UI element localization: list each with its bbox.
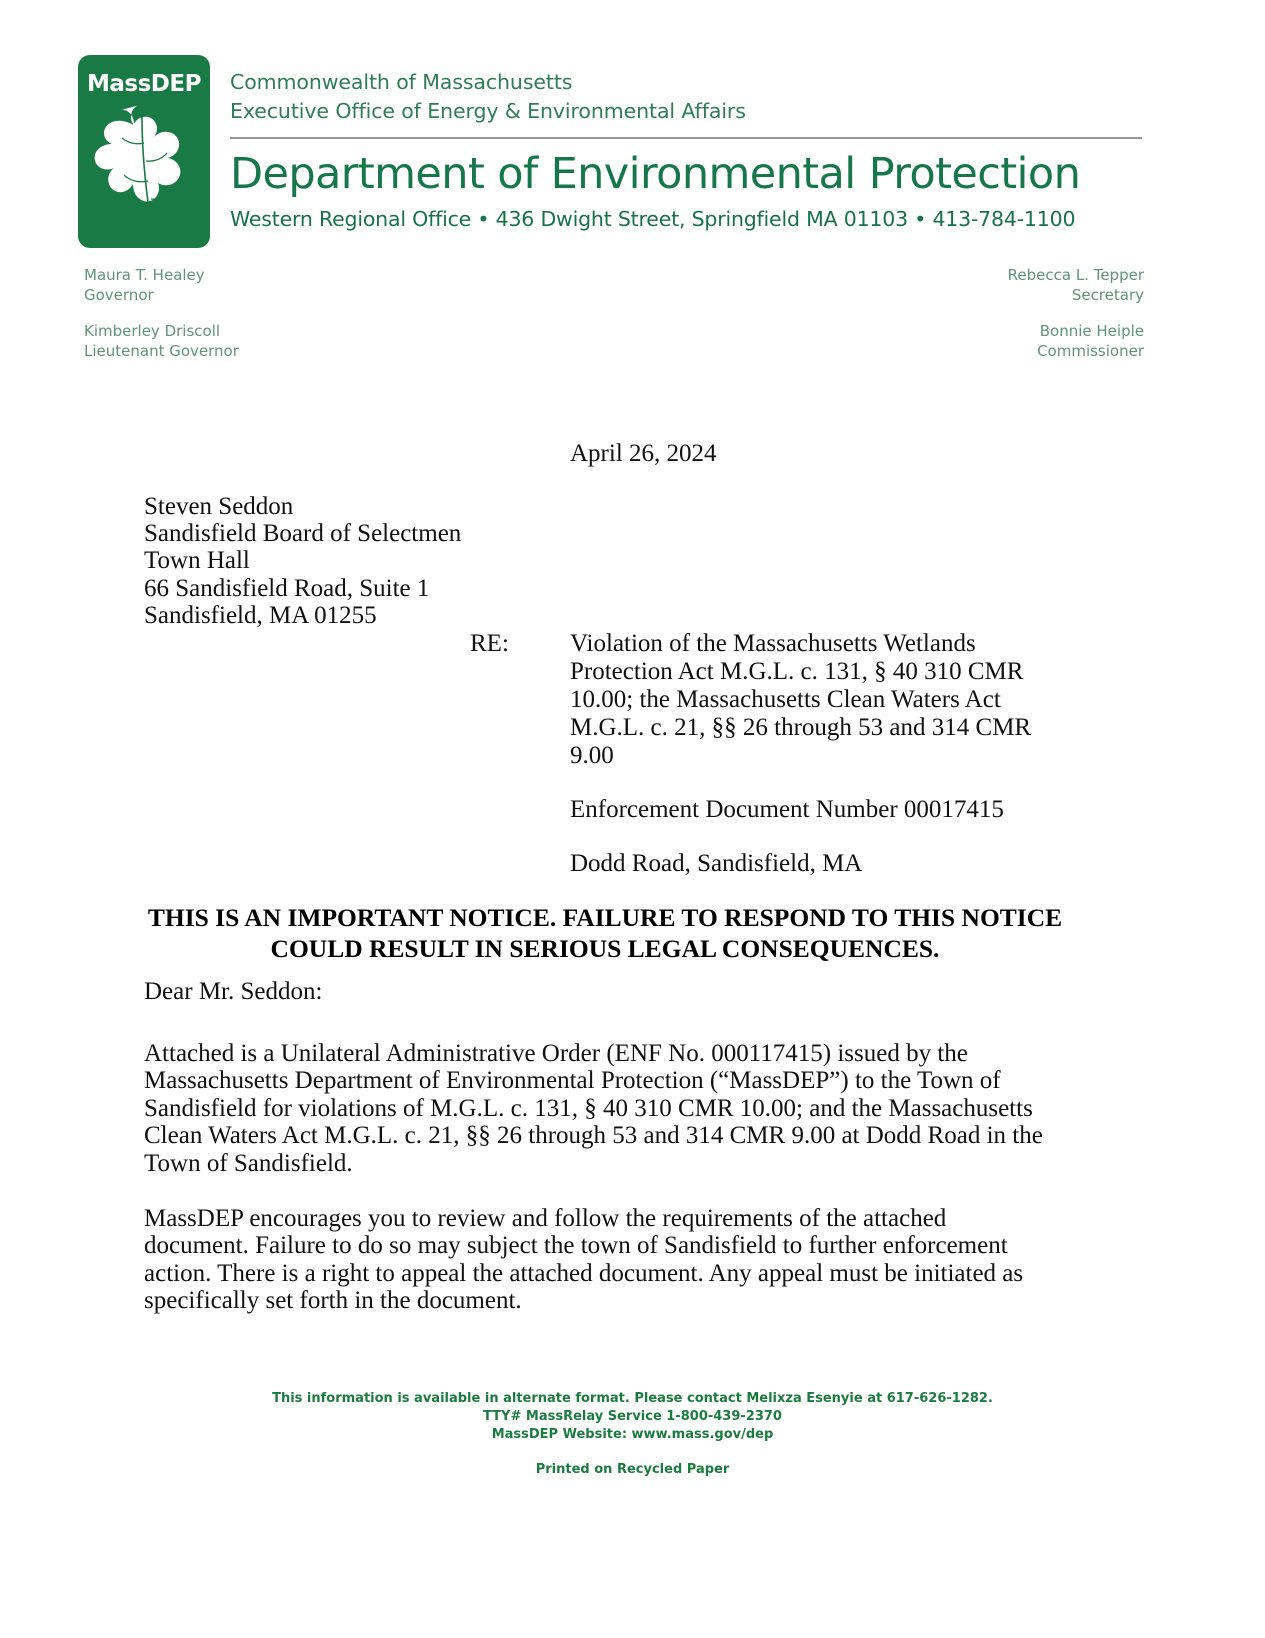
official-entry xyxy=(1008,266,1144,305)
official-title: Governor xyxy=(84,285,154,304)
regional-office-line: Western Regional Office • 436 Dwight Street, Springfield MA 01103 • 413-784-1100 xyxy=(230,207,1076,231)
official-name: Kimberley Driscoll xyxy=(84,322,221,340)
re-subject-row xyxy=(470,630,1110,770)
letter-date: April 26, 2024 xyxy=(570,440,717,467)
address-line: Steven Seddon xyxy=(144,493,294,520)
executive-office-line: Executive Office of Energy & Environmental Affairs xyxy=(230,99,746,123)
department-title: Department of Environmental Protection xyxy=(230,149,1081,199)
footer-website-line: MassDEP Website: www.mass.gov/dep xyxy=(491,1427,774,1442)
re-label: RE: xyxy=(470,630,509,657)
footer-recycled-note: Printed on Recycled Paper xyxy=(535,1462,730,1477)
site-location: Dodd Road, Sandisfield, MA xyxy=(570,850,863,877)
page-footer xyxy=(0,1390,1265,1479)
address-line: Sandisfield, MA 01255 xyxy=(144,601,377,629)
official-title: Secretary xyxy=(1071,285,1144,304)
official-entry xyxy=(1008,322,1144,361)
officials-left-column xyxy=(84,266,239,361)
salutation: Dear Mr. Seddon: xyxy=(144,978,323,1005)
letterhead xyxy=(78,55,1148,255)
official-name: Maura T. Healey xyxy=(84,266,205,284)
official-entry xyxy=(84,322,239,361)
letterhead-divider xyxy=(230,137,1142,139)
enforcement-document-number: Enforcement Document Number 00017415 xyxy=(570,796,1004,823)
recipient-address xyxy=(144,493,461,629)
officials-block xyxy=(84,266,1144,366)
address-line: Sandisfield Board of Selectmen xyxy=(144,520,462,548)
address-line: 66 Sandisfield Road, Suite 1 xyxy=(144,574,430,602)
footer-tty-line: TTY# MassRelay Service 1-800-439-2370 xyxy=(483,1409,782,1424)
official-name: Rebecca L. Tepper xyxy=(1007,266,1144,284)
officials-right-column xyxy=(1008,266,1144,361)
massdep-logo-wordmark: MassDEP xyxy=(87,71,201,97)
official-title: Commissioner xyxy=(1037,341,1144,360)
official-name: Bonnie Heiple xyxy=(1039,322,1144,340)
official-entry xyxy=(84,266,239,305)
footer-alternate-format: This information is available in alternate format. Please contact Melixza Esenyie at 617-626-1282. xyxy=(272,1391,993,1406)
address-line: Town Hall xyxy=(144,547,250,575)
letterhead-text xyxy=(230,55,1148,231)
commonwealth-line: Commonwealth of Massachusetts xyxy=(230,70,573,94)
official-title: Lieutenant Governor xyxy=(84,341,239,360)
body-paragraph-2: MassDEP encourages you to review and follow the requirements of the attached document. Failure to do so may subject the town of Sandisfield to further enforcement action. There is a right to appeal the attached document. Any appeal must be initiated as specifically set forth in the document. xyxy=(144,1205,1024,1315)
re-block xyxy=(470,630,1110,878)
re-subject: Violation of the Massachusetts Wetlands Protection Act M.G.L. c. 131, § 40 310 CMR 10.00; the Massachusetts Clean Waters Act M.G.L. c. 21, §§ 26 through 53 and 314 CMR 9.00 xyxy=(570,630,1032,769)
massdep-logo xyxy=(78,55,210,248)
oak-leaf-icon xyxy=(82,99,206,248)
body-paragraph-1: Attached is a Unilateral Administrative Order (ENF No. 000117415) issued by the Massachusetts Department of Environmental Protection (“MassDEP”) to the Town of Sandisfield for violations of M.G.L. c. 131, § 40 310 CMR 10.00; and the Massachusetts Clean Waters Act M.G.L. c. 21, §§ 26 through 53 and 314 CMR 9.00 at Dodd Road in the Town of Sandisfield. xyxy=(144,1040,1043,1177)
important-notice: THIS IS AN IMPORTANT NOTICE. FAILURE TO RESPOND TO THIS NOTICE COULD RESULT IN SERIOUS LEGAL CONSEQUENCES. xyxy=(147,903,1063,963)
